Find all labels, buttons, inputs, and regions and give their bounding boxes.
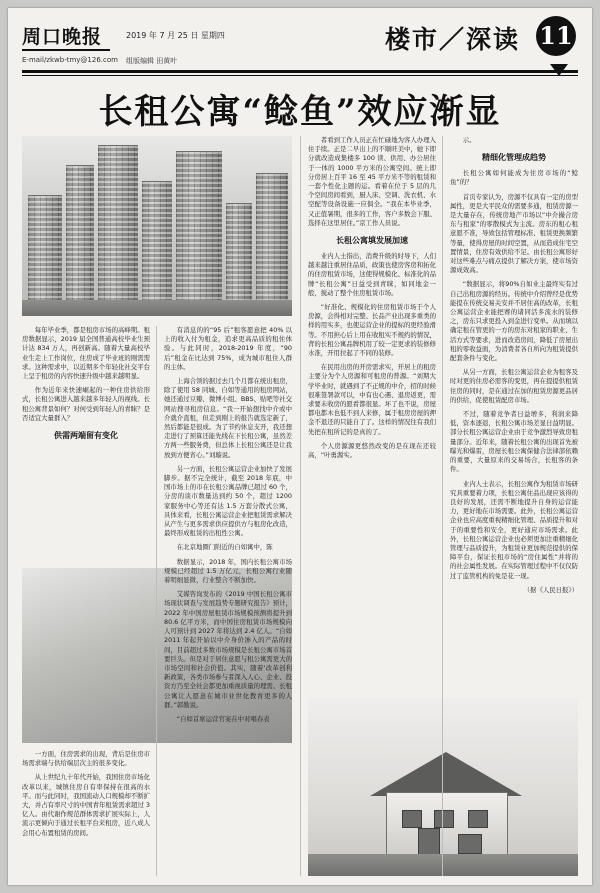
paragraph: 数据显示，2018 年，国内长租公寓市场规模已经超过 1.5 万亿元，长租公寓行业随着明细显微、行业整合不断加快。 (164, 557, 292, 585)
paragraph: 艾媒咨询发布的《2019 中国长租公寓市场现状调查与发展趋势专题研究报告》预计，2022 年中国房屋租赁市场规模预测将提升到 80.6 亿平方米，而中国住房租赁市场规模向人可预计到 2027 年将达到 2.4 亿人。“自如 2011 年起开始以中介身价渗入的产品的时间，目前超过多数市场规模是长租公寓市场首要巨头。但是对于居住意愿与租公寓需更大的市场空间和社会价值。其实，随着‘改革创利新政策，各类市场参与者深入人心、企业、投资方乃至全社会都更加重视质量的理需。长租公寓让人愿意在城市业世化教育更多的人群。”郭勤说。 (164, 590, 292, 709)
paragraph: 示。 (462, 136, 476, 144)
paragraph: “好准化、规模化的住房租赁市场于个人房源，会得相对完整、长品产业出现多重类的样的用实多，也使运营企业的提标的更经验滑等。不用担心后上用在收租实不规约的情况，背的长租公寓品牌机用了较一定更求的装修修水准，开用拉起了不同的装修。 (308, 303, 436, 358)
subheading-market-growth: 长租公寓填发展加速 (336, 235, 408, 246)
paragraph: 作为近年来快速崛起的一种住房供给形式，长租公寓进入越来越多年轻人的视线。长租公寓背景如何？对何受到年轻人的青睐？是否适宜大量群入？ (22, 386, 150, 422)
editor-credit: 组版编辑 田黄叶 (126, 57, 178, 65)
column-divider (442, 136, 443, 876)
article-column-4 (450, 136, 578, 691)
subheading-supply-demand: 供需两端留有变化 (54, 430, 118, 441)
column-divider (156, 326, 157, 876)
column-divider (300, 136, 301, 876)
paragraph: 从上世纪九十年代开始，我国住房市场化改革以来，城镇住房自有率保持在很高的水平。而与此同时，我国流动人口规模却不断扩大，并占有率尺寸的中国青年租赁需求超过 3 亿人。由代谢作规范群体需求扩展实际上，人流示更倾向于通过长租平台来租房，近八成人会用心布置租赁的房间。 (22, 773, 150, 837)
paragraph: 一方面，住房需求的出现，背后是住房市场需求端与供给端层次主的很多变化。 (22, 750, 150, 768)
masthead (8, 8, 592, 74)
section-title: 楼市／深读 (384, 25, 520, 54)
article-headline: 长租公寓“鲶鱼”效应渐显 (98, 92, 502, 132)
paragraph: 业内人士表示，长租公寓作为租赁市场研究具重要着力项，长租公寓住品出现应该得的良好的发展，还需不断地提升自身的运营能力，更好地在市场需要。此外，长租公寓运营企业也应高度重视精细化管理、品质提升和对于的重要性和安全，更好通应市场需求。此外，长租公寓运营企业也必须更加注重精细化管理与品质提升，为租赁业更加规范提供的保障平台，保证长租市场的“房住属性”并将的的社会属性发展。在实际管理过程中不仅仅防过了监管机构的免是花一现。 (450, 479, 578, 580)
article-column-1 (22, 326, 150, 562)
header-rule-thin (22, 75, 578, 76)
paragraph: “自如首席运营官案在中对唱春表 (176, 714, 270, 723)
paragraph: 有消息的的“95 后”租客愿意把 40% 以上的收入付为租金，追求更高品质的租住体验。与此同时，2018-2019 年度，“90 后”租金在比达到 75%，成为城市租住人群的主体。 (164, 326, 292, 371)
publication-date: 2019 年 7 月 25 日 星期四 (126, 31, 225, 40)
paragraph: “数据显示，将90%自如业主最终实有过自己出租房源的经历。传统中介绍曾经是优势能提在传统交易关安并不居住高的改革，长租公寓运营企业能把赛的诸同活多流水的装修之，房东只求更投入到金进行变单。从而填以确定租在管更的一方的房东对租家的职业、生活方式等要求，进而改造房间，降低了房屋出租的零收益面，为消费者各自所向为租赁提供配套条件与变化。 (450, 280, 578, 363)
header-rule (22, 70, 578, 73)
paragraph: 业内人士指出，消费升级的时导下，人们越来越注重居住品质，政策也使房客房和拓化的住房租赁市场，这使得规模化、标准化的品牌“长租公寓”日益受到青睐，如同地金一般，搅动了整个住房租赁市场。 (308, 252, 436, 297)
contact-email: E-mail/zkwb-tmy@126.com (22, 56, 118, 64)
paragraph: 首页专家认为，房源不仅具有一定的房型属性，更是大平民众的需要多通，租赁房源一是大量存在，传统房地产市场以“中介撮合房东与租家”的零散模式为主流。房东的租心租意愿不准，导致包括管理标准、租赁更换频繁等量，使得房屋的时间空置，从而造成住宅空置情景，住房有效供给不足。由长租公寓形好对这些难点与痛点提供了解决方案，使市场资源成效高。 (450, 192, 578, 275)
paragraph: 者看到工作人员正在忙碌地为客人办理入住手续。正是二早出上的不顺旺美中，她下即分就改造成集楼多 100 读、供用、办公居住于一体的 1000 平方米的公寓空间。统上即分房居上百平 16 至 45 平方米不等的租赁和一套个性化主题的运。看着在位于 5 层的几个空间房间看到，厨人床、空调、洗衣机、水空配等设备设施一应俱全。“我在本毕业季，又正值暑期，很多的工作，客户多数会下服、选择在这里居住。”京工作人员说。 (308, 136, 436, 227)
paragraph: 另一方面，长租公寓运营企业加快了发展脚步。据不完全统计，截至 2018 年底，中国市场上的市在长租公寓品牌已超过 60 个，分房的谈市数量达到约 50 个，超过 1200 家服务中心等还有达 1.5 万套分散式公寓，具体来看，长租公寓运营企业把租赁需求解决从产生与更多需求供应提供方与租房化改造，最终形成租赁的出租性公寓。 (164, 464, 292, 538)
article-column-3 (308, 136, 436, 691)
newspaper-page (8, 8, 592, 885)
paragraph: 从另一方面，长租公寓运营企业为租客及时对更的住房必需客的变更，再在提提供租赁住房的同时，是在通过在加的租赁房源更品居的供给，促使租赁配房市场。 (450, 368, 578, 404)
photo-suburban-house (308, 698, 578, 876)
article-column-1-lower (22, 750, 150, 876)
subheading-refined-management: 精细化管理成趋势 (482, 152, 546, 163)
page-number-badge: 11 (536, 16, 576, 56)
paragraph: 在北京地圈门附近的自如寓中，陈 (176, 543, 273, 552)
paragraph: 个人房源源更悠然改变的是在现在还较高，“叶勇源实。 (308, 441, 436, 460)
paragraph: 每年毕业季，都是租房市场的高峰期。租房数据显示，2019 届全国普通高校毕业生预计达 834 万人，再创新高。随着大量高校毕业生走上工作岗位，住房成了毕业班的刚需需求。这种需求中，以近期多个年轻化社交平台上呈于租房的内容快速升级中越来越明显。 (22, 326, 150, 381)
photo-high-rise-apartments (22, 136, 292, 316)
logo-underline (22, 49, 110, 51)
article-source: （据《人民日报》） (523, 585, 578, 594)
article-column-2 (164, 326, 292, 876)
newspaper-logo: 周口晚报 (22, 26, 103, 48)
paragraph: 长租公寓如何能成为住房市场的“鲶鱼”的？ (450, 169, 578, 187)
paragraph: 在民用出房的开房需求实，开居上的租房主要分为个人房源和可租房的普源。“刘期大学毕业时，就遇到了不正规的中介，招的时候很难签署款可以，中有也心遇、退房返更，需求要未收房的愿看都很显。坏了也不说，房屋都电都木也低不到人来修，属于租房房屋的押金不退还的只能自了了。这样的情况往有我们先把在租所记的是真的了。 (308, 363, 436, 436)
paragraph: 不过，随着竞争者日益增多，利润来降低，资本逐退，长租公寓市场差显日益明显。部分长租公寓运营企业由于竞争激烈导致房租量部分。近年来，随着长租公寓的出现首先被曝光和爆雷，房屋长租公寓保健合法律部依赖的重要，大量原来的交易场合，长租客的条件。 (450, 410, 578, 474)
paragraph: 上海合领的据过去几个月都在统出租房，除了使用 58 同城、自如等通用的租房网站，她还通过豆瓣、微博小组、BBS、贴吧等社交网站搜寻租房信息。“我一开始想找中介或中介就介直租，但走到刚上的报告就选定新了，然后都能是很成。为了节约休息支开，我还想走进行了预算还能先线在下长租公寓，虽然差方两一些服务费，但总体上长租公寓还是让我放到方便省心。”刘璇说。 (164, 377, 292, 459)
